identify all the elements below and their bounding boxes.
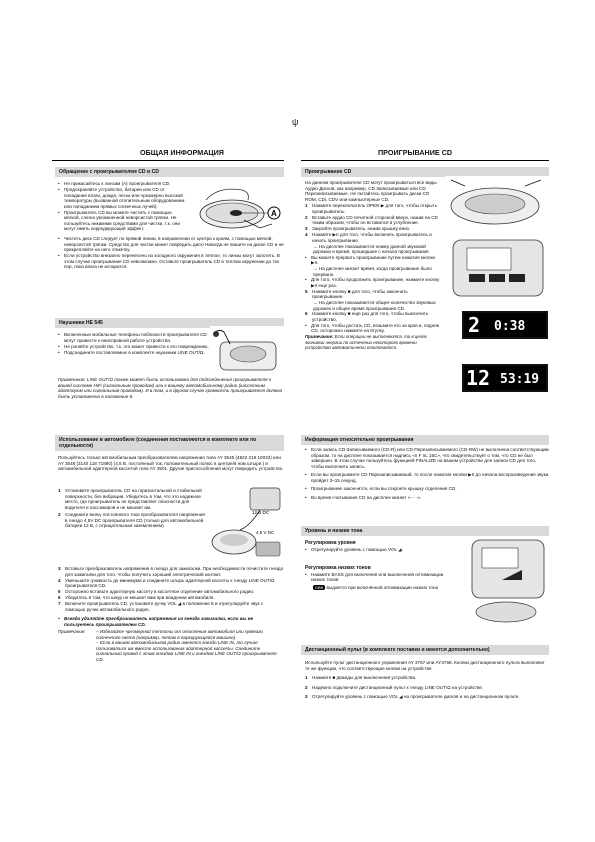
list-item: 4 Уменьшите громкость до минимума и соедините штырь адаптерной кассеты к гнезду LINE OUT/Ω проигрывателя CD. [58, 577, 275, 588]
section-title-car: Использование в автомобиле (соединения поставляются в комплекте или по отдельности) [55, 435, 284, 451]
lens-label: A [271, 209, 277, 218]
note-label: Примечание: [58, 377, 86, 382]
list-item: 5 Осторожно вставьте адаптерную кассету в кассетное отделение автомобильного радио. [58, 589, 255, 594]
list-item: 3 Закройте проигрыватель, нажав крышку вниз. [305, 226, 411, 231]
display-total: 53:19 [500, 372, 540, 387]
list-item: • Подсоедините поставляемые в комплекте наушники LINE OUT/Ω. [58, 350, 210, 356]
bass-sub: DBB выдается при включённой оптимизации низких тона [315, 584, 439, 590]
list-item: 1 Установите проигрыватель CD на горизонтальной и стабильной поверхности, без вибрации. Убедитесь в том, что это надежное место, где проигрыватель не представляет опасности для водителя и пассажиров и не мешает им. [58, 488, 202, 510]
display-elapsed-time [462, 311, 548, 339]
section-title-headphones: Наушники HE 545 [55, 318, 284, 328]
car-steps-narrow [58, 488, 208, 529]
remote-intro: Используйте пульт дистанционного управления AY 3767 или AY3768. Кнопки дистанционного пульта выполняют те же функции, что соответствующие кнопки на устройстве. [305, 660, 545, 671]
list-item: 3 Вставьте преобразователь напряжения в гнездо для зажигалки. При необходимости почистите гнездо для зажигалки для того, чтобы получить хороший электрический контакт. [58, 566, 284, 577]
remote-text [305, 660, 549, 700]
list-item: 1 Нажмите переключатель OPEN ▶ для того, чтобы открыть проигрыватель. [305, 203, 438, 214]
list-item: • Не роняйте устройство, т.к. это может привести к его повреждению. [58, 344, 210, 350]
list-item: • Предохраняйте устройство, батареи или CD от попадания влаги, дождя, песка или чрезмерно высокой температуры (вызванной отопительным оборудованием или попаданием прямых солнечных лучей). [58, 187, 188, 209]
voltage-label-45v: 4,5 V DC [256, 530, 275, 535]
volume-control-illustration [462, 536, 550, 626]
list-item: • Чистить диск CD следует по прямой линии, в направлении от центра к краям, с помощью мягкой, неворсистой тряпки. Средство для чистки может повредить диск! Никогда не пишите на диске CD и не прикрепляйте на него этикетку. [58, 236, 284, 253]
list-item: • Если устройство внезапно перенесено из холодного окружения в теплое, то линзы могут запотеть. В этом случае проигрывание CD невозможно. Оставьте проигрыватель CD в теплом окружении до тех пор, пока влага не испарится. [58, 253, 284, 270]
list-item: 2 Вставьте аудио CD печатной стороной вверх, нажав на CD таким образом, чтобы он вставился в углубление. [305, 214, 438, 225]
handling-text [58, 181, 188, 232]
section-title-remote: Дистанционный пульт (в комплекте поставки и имеется дополнительно) [301, 645, 549, 655]
bass-heading: Регулировка низких тонов [305, 565, 371, 571]
display-track-number: 2 [468, 313, 481, 337]
list-item: 7 Включите проигрыватель CD, установите ручку VOL ◢ в положение 8 и отрегулируйте звук с помощью ручек автомобильного радио. [58, 601, 264, 612]
list-item: • Отрегулируйте уровень с помощью VOL ◢. [305, 547, 455, 553]
headphones-note [58, 377, 284, 399]
display-total-time [462, 364, 548, 392]
header-left: ОБЩАЯ ИНФОРМАЦИЯ [140, 148, 224, 157]
header-rule-left [52, 160, 284, 161]
list-item: 1 Нажмите ■ дважды для выключения устройства. [305, 675, 417, 680]
playing-note: Примечание: Если операции не выполняются, то в целях экономии энергии по истечении некоторого времени устройство автоматически отключается. [305, 334, 427, 350]
list-item: • Если вы проигрываете CD Перезаписываемый, то после нажатия кнопки ▶II до начала воспроизведения звука пройдет 3–15 секунд. [305, 472, 549, 483]
section-title-handling: Обращение с проигрывателем CD и CD [55, 167, 284, 177]
list-item: • Во время считывания CD на дисплее мигает «- - -». [305, 495, 549, 501]
cd-lens-illustration [198, 180, 284, 236]
list-item: 4 Нажмите ▶II для того, чтобы включить проигрыватель и начать проигрывание. [305, 232, 432, 243]
list-item: • Не прикасайтесь к линзам (A) проигрывателя CD. [58, 181, 188, 187]
display-track-count: 12 [466, 366, 491, 390]
car-note-label: Примечание: [58, 629, 86, 634]
list-item: 6 Нажмите кнопку ■ еще раз для того, чтобы выключить устройство. [305, 311, 429, 322]
list-item: • Проигрыватель CD вы можете чистить с помощью мягкой, слегка увлажненной неворсистой тряпки. Не пользуйтесь никакими средствами для чистки, т.к. они могут иметь корродирующий эффект. [58, 210, 188, 232]
section-title-volume: Уровень и низкие тона [301, 526, 549, 536]
list-item: • Вы можете прервать проигрывание путем нажатия кнопки ▶II. [305, 255, 440, 266]
list-item: • Для того, чтобы продолжить проигрывание, нажмите кнопку ▶II еще раз. [305, 277, 440, 288]
sub-note: → На дисплее мигает время, когда проигрывание было прервано. [313, 266, 432, 277]
section-title-play-info: Информация относительно проигрывания [301, 435, 549, 445]
playing-text [305, 180, 440, 351]
list-item: • Проигрывание закончится, если вы откроете крышку отделения CD. [305, 486, 549, 492]
cd-insert-illustration [445, 176, 549, 230]
dbb-icon: DBB [315, 584, 324, 590]
note-text: LINE OUT/Ω также может быть использовано для подсоединения проигрывателя к вашей системе HiFi (сигнальным проводом) или к вашему автомобильному радио (кассетным адаптером или сигнальным проводом). И в том, и в другом случае громкость проигрывателя должна быть установлена в положение 8. [58, 377, 283, 399]
playing-intro: На данном проигрывателе CD могут проигрываться все виды Аудио Дисков, как например, CD Записываемые или CD Перезаписываемые. Не пытайтесь проигрывать диски CD ROM, CDi, CDV или компьютерные CD. [305, 180, 437, 202]
sub-note: → На дисплее показывается номер данной звуковой дорожки и время, прошедшее с начала проигрывания. [313, 243, 430, 254]
list-item: 5 Нажмите кнопку ■ для того, чтобы закончить проигрывание. [305, 288, 408, 299]
volume-heading: Регулировка уровня [305, 540, 356, 546]
list-item: • Если запись CD-Записываемого (CD-R) или CD-Перезаписываемого (CD-RW) не выполнена соответствующим образом, то на дисплее показывается надпись «n F nL 15C», что свидетельствует о том, что CD не был завершен. В этом случае пользуйтесь функцией FINALIZE на вашем устройстве для записи CD для того, чтобы выполнить запись. [305, 447, 549, 469]
section-title-playing: Проигрывание CD [301, 167, 549, 177]
player-buttons-illustration [445, 234, 549, 304]
car-note-1: – Избегайте чрезмерной теплоты от отопления автомобиля или прямого солнечного света (например, летом в паркирующейся машине). [96, 629, 263, 640]
car-note-2: – Если в вашем автомобильном радио имеется гнездо LINE IN, то лучше пользоваться им вместо использования адаптерной кассеты. Соедините сигнальный провод с этим гнездом LINE IN и гнездом LINE OUT/Ω проигрывателя CD. [96, 640, 277, 662]
list-item: 2 Соедините вилку постоянного тока преобразователя напряжения в гнездо 4,5V DC проигрывателя CD (только для автомобильной батареи 12 В, с отрицательным заземлением). [58, 512, 205, 528]
list-item: 6 Убедитесь в том, что шнур не мешает вам при вождении автомобиля. [58, 595, 215, 600]
list-item: • Нажмите BASS для включения или выключения оптимизации низких тонов [305, 572, 455, 583]
sub-note: → На дисплее показывается общее количество звуковых дорожек и общее время проигрывания CD. [313, 300, 436, 311]
car-intro: Пользуйтесь только автомобильным преобразователем напряжения типа AY 3545 (4822 219 10033) или AY 3548 (3140 118 71890) (4,5 В, постоянный ток, положительный полюс в центре/в ном штыре.) и автомобильной адаптерной кассетой типа AY 3501. Другие приспособления могут повредить устройство. [58, 455, 284, 471]
list-item: 2 Надёжно подключите дистанционный пульт к гнезду LINE OUT/Ω на устройстве. [305, 684, 484, 690]
play-info-text [305, 447, 549, 501]
headphones-illustration [210, 326, 284, 376]
list-item: 3 Отрегулируйте уровень с помощью VOL ◢ на проигрывателе дисков и на дистанционном пульте. [305, 694, 520, 699]
headphones-text [58, 332, 210, 356]
page-top-mark: ψ [292, 117, 299, 127]
voltage-label-12v: 12 В DC [252, 510, 270, 515]
car-adapter-illustration [210, 486, 284, 562]
car-steps-wide [58, 566, 284, 662]
handling-text-wide [58, 236, 284, 270]
header-rule-right [301, 160, 549, 161]
header-right: ПРОИГРЫВАНИЕ CD [378, 148, 453, 157]
volume-text [305, 541, 455, 590]
display-time: 0:38 [494, 319, 526, 334]
list-item: • Включенные мобильные телефоны поблизости проигрывателя CD могут привести к неисправной работе устройства. [58, 332, 210, 343]
list-item: • Для того, чтобы достать CD, возьмите его за края и, подняв CD, осторожно нажмите на втулку. [305, 323, 440, 334]
car-warning: • Всегда удаляйте преобразователь напряжения из гнезда зажигалки, если вы не пользуетесь проигрывателем CD. [58, 616, 284, 627]
